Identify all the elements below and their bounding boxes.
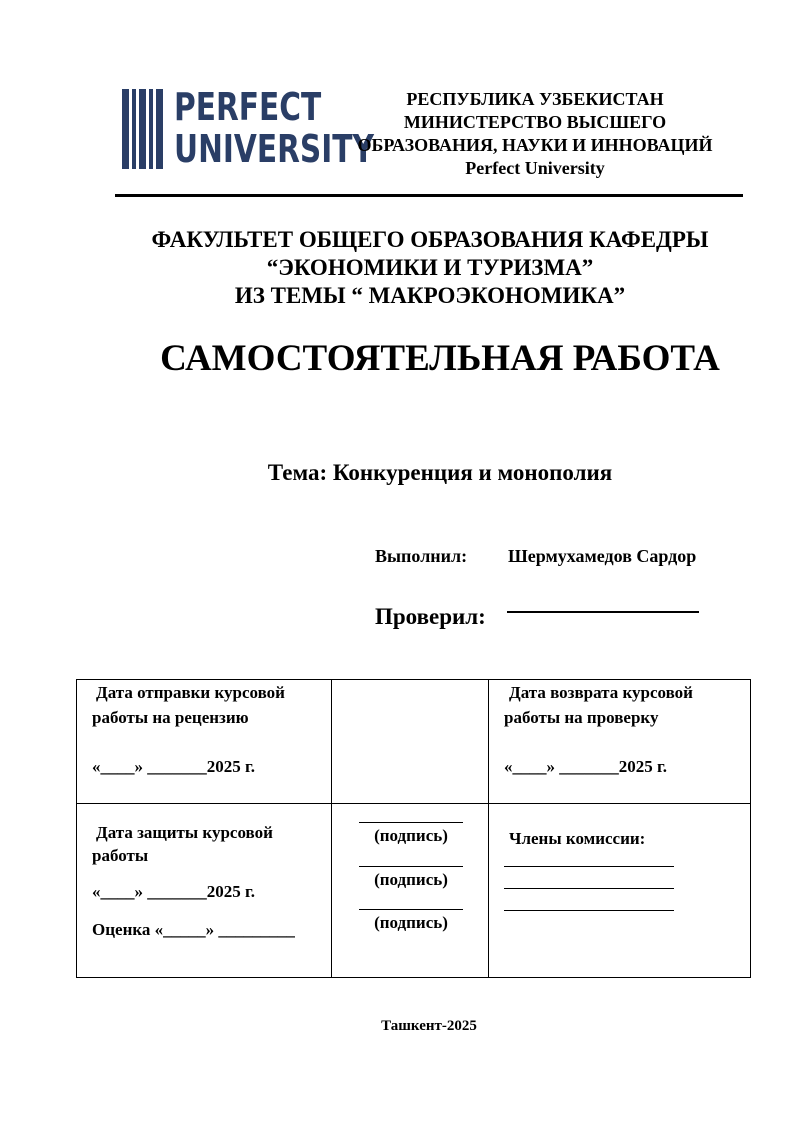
topic-line: Тема: Конкуренция и монополия <box>267 460 613 485</box>
institution-ministry-cont: ОБРАЗОВАНИЯ, НАУКИ И ИННОВАЦИЙ <box>357 135 713 155</box>
signature-line <box>359 822 463 823</box>
commission-member-line <box>504 866 674 867</box>
defense-label-line2: работы <box>92 846 149 865</box>
logo-text-university: UNIVERSITY <box>174 127 374 171</box>
commission-label: Члены комиссии: <box>509 829 646 848</box>
table-divider <box>331 680 332 977</box>
signature-line <box>359 909 463 910</box>
grade-line: Оценка «_____» _________ <box>92 920 295 939</box>
returned-date: «____» _______2025 г. <box>504 757 668 776</box>
institution-country: РЕСПУБЛИКА УЗБЕКИСТАН <box>406 89 664 109</box>
header-divider <box>115 194 743 197</box>
signature-caption: (подпись) <box>374 870 448 889</box>
sent-date: «____» _______2025 г. <box>92 757 256 776</box>
document-title: САМОСТОЯТЕЛЬНАЯ РАБОТА <box>160 338 720 379</box>
university-logo <box>122 85 374 171</box>
logo-bar <box>132 89 136 169</box>
faculty-block <box>60 226 800 310</box>
returned-label-line2: работы на проверку <box>504 708 659 727</box>
defense-label-line1: Дата защиты курсовой <box>96 823 273 842</box>
logo-text-perfect: PERFECT <box>174 85 322 129</box>
institution-name: Perfect University <box>465 158 605 178</box>
performed-label: Выполнил: <box>375 546 468 566</box>
returned-label-line1: Дата возврата курсовой <box>509 683 693 702</box>
institution-block <box>340 88 730 180</box>
institution-ministry: МИНИСТЕРСТВО ВЫСШЕГО <box>403 112 667 132</box>
signature-caption: (подпись) <box>374 913 448 932</box>
city-year-footer: Ташкент-2025 <box>381 1018 477 1034</box>
sent-label-line2: работы на рецензию <box>92 708 249 727</box>
signature-line <box>359 866 463 867</box>
commission-member-line <box>504 910 674 911</box>
table-divider <box>77 803 750 804</box>
performed-name: Шермухамедов Сардор <box>508 546 697 566</box>
sent-label-line1: Дата отправки курсовой <box>96 683 285 702</box>
defense-date: «____» _______2025 г. <box>92 882 256 901</box>
subject-line: ИЗ ТЕМЫ “ МАКРОЭКОНОМИКА” <box>234 283 626 308</box>
logo-bar <box>156 89 163 169</box>
commission-member-line <box>504 888 674 889</box>
faculty-line: ФАКУЛЬТЕТ ОБЩЕГО ОБРАЗОВАНИЯ КАФЕДРЫ <box>151 227 709 252</box>
checked-blank-line <box>507 611 699 613</box>
submission-table <box>76 679 751 978</box>
department-line: “ЭКОНОМИКИ И ТУРИЗМА” <box>266 255 594 280</box>
logo-bar <box>149 89 153 169</box>
logo-bar <box>139 89 146 169</box>
checked-label: Проверил: <box>375 604 486 629</box>
signature-caption: (подпись) <box>374 826 448 845</box>
table-divider <box>488 680 489 977</box>
logo-bar <box>122 89 129 169</box>
